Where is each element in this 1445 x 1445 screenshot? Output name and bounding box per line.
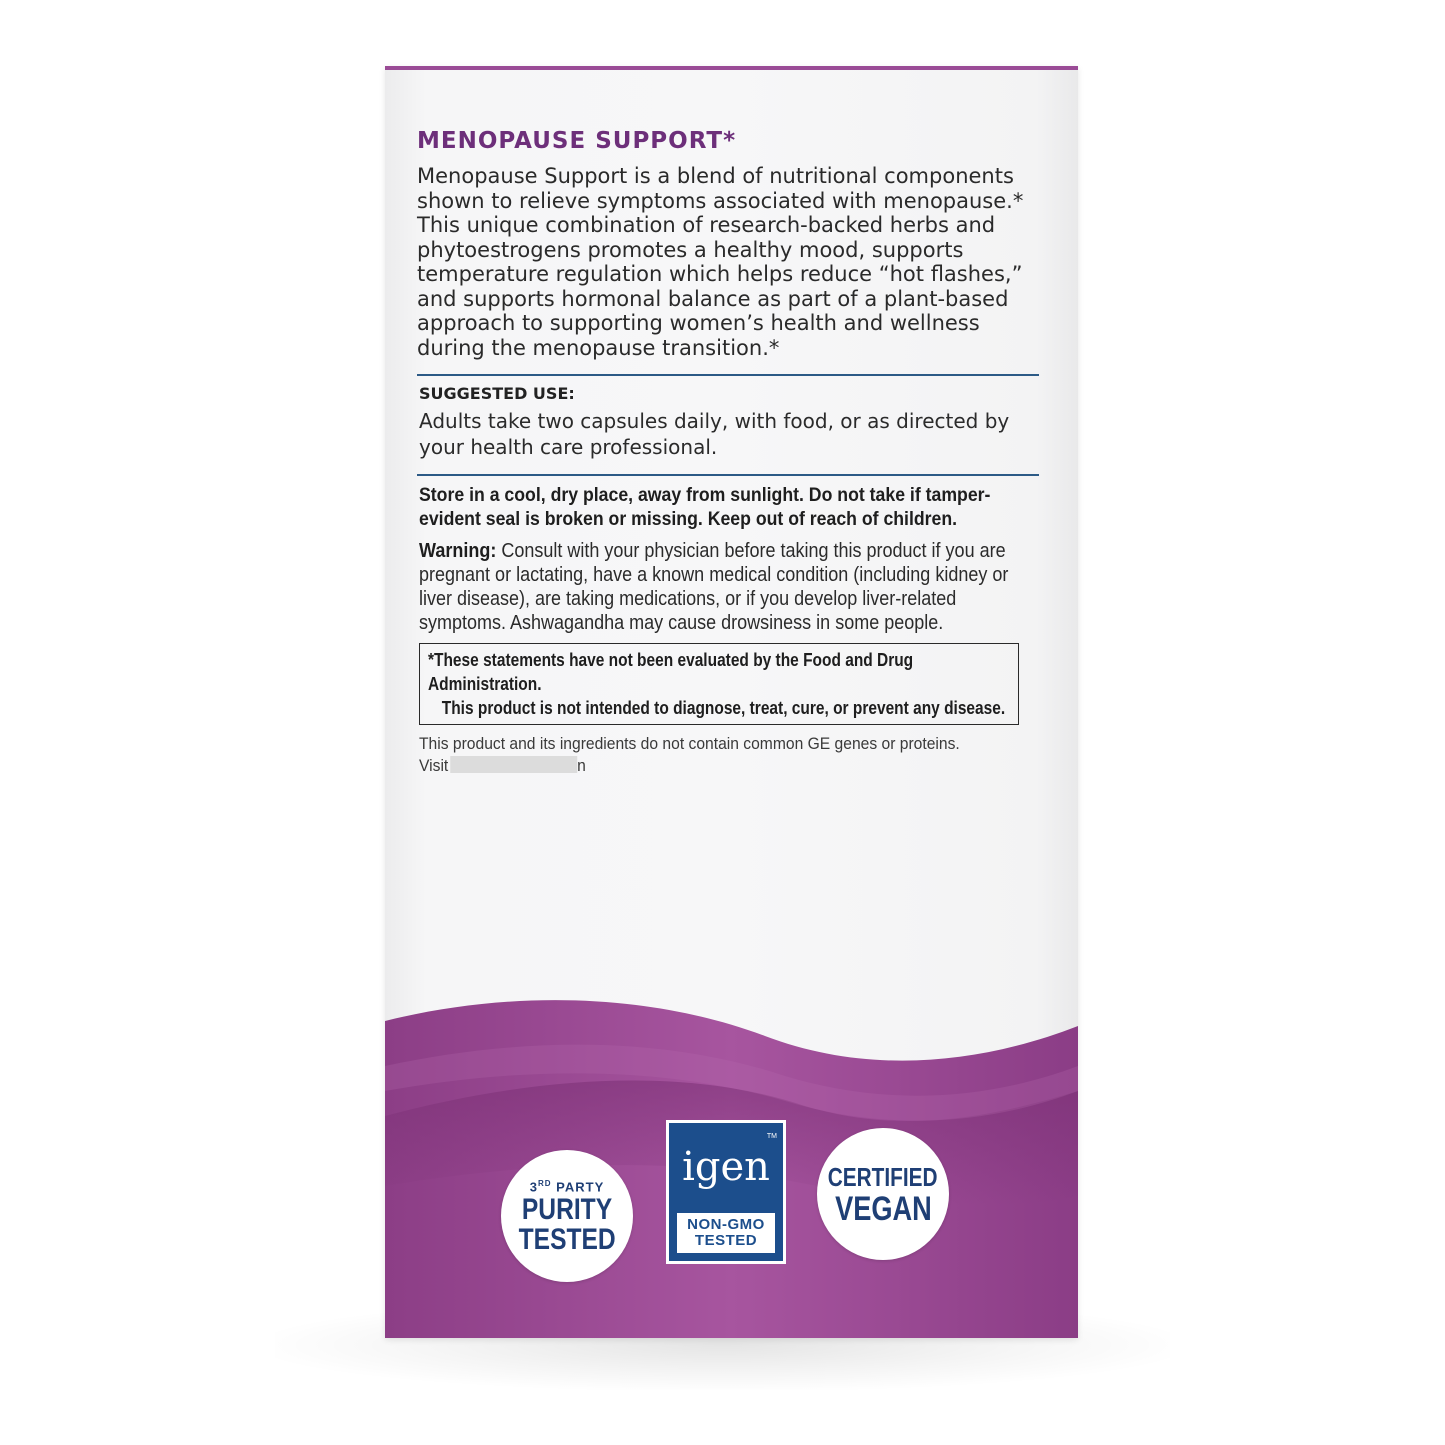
vegan-badge-vegan: VEGAN xyxy=(834,1189,932,1228)
warning-label: Warning: xyxy=(419,540,497,562)
divider-rule xyxy=(417,374,1039,376)
vegan-badge-certified: CERTIFIED xyxy=(828,1161,938,1192)
visit-line xyxy=(419,755,1026,777)
box-top-stripe xyxy=(385,66,1078,70)
fda-line-1: *These statements have not been evaluated by the Food and Drug Administration. xyxy=(428,650,914,694)
ge-statement: This product and its ingredients do not contain common GE genes or proteins. xyxy=(419,734,960,753)
redacted-url xyxy=(450,756,577,773)
certified-vegan-badge xyxy=(817,1128,949,1260)
warning-text xyxy=(419,539,1013,635)
igen-tested: TESTED xyxy=(694,1232,758,1249)
product-box-back-panel xyxy=(385,66,1078,1338)
purity-badge-tested: TESTED xyxy=(518,1222,616,1256)
purity-badge-top: 3RD PARTY xyxy=(529,1179,605,1195)
warning-body: Consult with your physician before taking this product if you are pregnant or lactating, have a known medical condition (including kidney or liver disease), are taking medications, or if you develop liver-related symptoms. Ashwagandha may cause drowsiness in some people. xyxy=(419,540,1009,634)
product-heading: MENOPAUSE SUPPORT* xyxy=(417,128,737,154)
igen-non-gmo-badge xyxy=(666,1120,786,1264)
igen-trademark: TM xyxy=(766,1133,777,1140)
label-content xyxy=(417,128,1049,777)
igen-non-gmo: NON-GMO xyxy=(687,1216,765,1233)
storage-instructions: Store in a cool, dry place, away from sunlight. Do not take if tamper-evident seal is broken or missing. Keep out of reach of children. xyxy=(419,485,991,530)
suggested-use-title: SUGGESTED USE: xyxy=(419,384,575,403)
visit-prefix: Visit xyxy=(419,756,449,775)
purity-badge-purity: PURITY xyxy=(521,1192,613,1226)
product-description: Menopause Support is a blend of nutritional components shown to relieve symptoms associated with menopause.* This unique combination of research-backed herbs and phytoestrogens promotes a healthy mood, supports temperature regulation which helps reduce “hot flashes,” and supports hormonal balance as part of a plant-based approach to supporting women’s health and wellness during the menopause transition.* xyxy=(417,164,1024,360)
fda-disclaimer-box xyxy=(419,643,1019,725)
purity-tested-badge xyxy=(501,1150,633,1282)
visit-suffix: n xyxy=(577,756,586,775)
igen-logo-word: igen xyxy=(682,1144,770,1190)
fda-line-2: This product is not intended to diagnose, treat, cure, or prevent any disease. xyxy=(441,698,1006,718)
suggested-use-text: Adults take two capsules daily, with food, or as directed by your health care professional. xyxy=(419,409,1010,459)
igen-label-panel xyxy=(677,1213,775,1253)
divider-rule xyxy=(417,474,1039,476)
